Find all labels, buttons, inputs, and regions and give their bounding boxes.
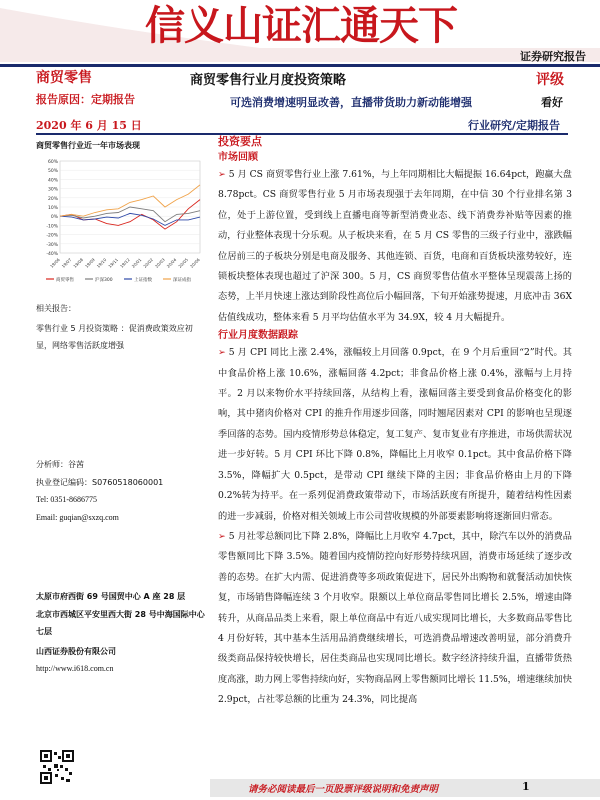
page-number: 1 [522, 780, 530, 793]
report-title: 商贸零售行业月度投资策略 [190, 73, 347, 88]
chart-x-tick-label: 19/11 [107, 257, 120, 269]
paragraph-text: 5 月 CS 商贸零售行业上涨 7.61%，与上年同期相比大幅提振 16.64pct，跑赢大盘 8.78pct。CS 商贸零售行业 5 月市场表现强于去年同期，在中信 30 个行业排名第 3 位，处于上游位置，受到线上直播电商等新型消费业态、线下消费券补贴等因素的推动，行业整体表现十分乐观。从子板块来看，在 5 月 CS 零售的三级子行业中，涨跌幅位居前三的子板块分别是电商及服务、其他连锁、百货，电商和百货板块涨势较好，连锁板块整体表现也超过了沪深 300。5 月，CS 商贸零售估值水平整体呈现震荡上扬的态势，上半月快速上涨达到阶段性高位后小幅回落，下旬开始涨势提速，月底冲击 36X 估值线成功，整体来看 5 月平均估值水平为 34.9X，较 4 月大幅提升。 [218, 169, 572, 323]
chart-x-tick-label: 19/07 [60, 257, 73, 269]
section-title-key-points: 投资要点 [218, 135, 262, 148]
chart-y-tick-label: -10% [46, 224, 58, 230]
chart-series-line [60, 185, 200, 216]
subsection-market-review: 市场回顾 [218, 152, 258, 163]
bullet-arrow-icon: ➢ [218, 530, 226, 542]
chart-title: 商贸零售行业近一年市场表现 [36, 141, 140, 150]
chart-legend [46, 276, 191, 283]
chart-legend-label: 深证成指 [173, 278, 191, 283]
chart-y-tick-label: 10% [47, 206, 58, 211]
industry-label: 商贸零售 [36, 70, 92, 86]
related-report-link[interactable]: 零售行业 5 月投资策略 ：促消费政策效应初显，网络零售活跃度增强 [36, 324, 193, 350]
company-website[interactable]: http://www.i618.com.cn [36, 664, 114, 673]
chart-x-tick-label: 19/09 [84, 257, 96, 269]
chart-y-tick-label: -30% [46, 242, 58, 248]
address-beijing: 北京市西城区平安里西大街 28 号中海国际中心七层 [36, 610, 205, 636]
chart-y-tick-label: 40% [47, 178, 58, 184]
rating-value: 看好 [541, 96, 563, 109]
chart-y-tick-label: -40% [46, 252, 58, 257]
chart-x-tick-label: 20/01 [130, 257, 143, 269]
chart-x-tick-label: 19/10 [95, 257, 108, 269]
analyst-email[interactable]: Email: guqian@sxzq.com [36, 513, 119, 522]
chart-y-tick-label: -20% [46, 233, 58, 239]
paragraph-cpi [218, 343, 572, 527]
chart-x-tick-label: 20/02 [142, 257, 155, 269]
chart-x-tick-label: 20/05 [177, 257, 190, 269]
chart-y-tick-label: 50% [47, 169, 58, 175]
address-taiyuan: 太原市府西街 69 号国贸中心 A 座 28 层 [36, 592, 186, 601]
chart-y-tick-label: 60% [47, 160, 58, 165]
report-reason: 报告原因：定期报告 [36, 93, 135, 106]
qr-code-icon [40, 750, 74, 784]
main-content [218, 134, 572, 711]
chart-x-tick-label: 20/03 [154, 257, 166, 269]
bullet-arrow-icon: ➢ [218, 169, 226, 180]
chart-x-ticks [49, 257, 201, 269]
brand-slogan: 信义山证汇通天下 [145, 2, 457, 49]
chart-x-tick-label: 20/04 [165, 257, 178, 269]
report-subtitle: 可选消费增速明显改善，直播带货助力新动能增强 [230, 96, 472, 109]
subsection-monthly-data: 行业月度数据跟踪 [218, 330, 298, 342]
chart-legend-label: 沪深300 [95, 278, 113, 283]
market-performance-chart [36, 155, 204, 285]
related-reports-title: 相关报告： [36, 304, 76, 313]
chart-y-tick-label: 30% [47, 187, 58, 193]
chart-x-tick-label: 20/06 [189, 257, 201, 269]
analyst-tel: Tel: 0351-8686775 [36, 495, 97, 504]
chart-legend-label: 上证指数 [134, 278, 152, 283]
chart-y-ticks [46, 159, 58, 257]
analyst-name: 分析师：谷茜 [36, 460, 84, 469]
chart-y-tick-label: 20% [47, 196, 58, 202]
paragraph-market-review [218, 165, 572, 328]
report-type: 证券研究报告 [520, 50, 586, 63]
chart-y-tick-label: 0% [50, 215, 58, 221]
chart-x-tick-label: 19/06 [49, 257, 61, 269]
rating-label: 评级 [536, 72, 564, 88]
chart-x-tick-label: 19/08 [72, 257, 85, 269]
paragraph-text: 5 月 CPI 同比上涨 2.4%，涨幅较上月回落 0.9pct，在 9 个月后重回“2”时代。其中食品价格上涨 10.6%，涨幅回落 4.2pct；非食品价格上涨 0.4%，涨幅与上月持平。2 月以来物价水平持续回落，从结构上看，涨幅回落主要受到食品价格变化的影响，其中猪肉价格对 CPI 的推升作用逐步回落，同时翘尾因素对 CPI 的影响也呈现逐季回落的态势。国内疫情形势总体稳定，复工复产、复市复业有序推进，市场供需状况进一步好转。5 月 CPI 环比下降 0.8%，降幅比上月收窄 0.1pct。其中食品价格下降 3.5%，降幅扩大 0.5pct，是带动 CPI 继续下降的主因；非食品价格由上月的下降 0.2%转为持平。在一系列促消费政策带动下，市场活跃度有所提升，随着结构性因素的进一步减弱，价格对相关领域上市公司营收规模的外部要素影响将逐渐回归常态。 [218, 347, 572, 522]
company-name: 山西证券股份有限公司 [36, 647, 116, 656]
chart-legend-label: 商贸零售 [56, 278, 74, 283]
paragraph-text: 5 月社零总额同比下降 2.8%，降幅比上月收窄 4.7pct，其中，除汽车以外的消费品零售额同比下降 3.5%。随着国内疫情防控向好形势持续巩固，消费市场延续了逐步改善的态势。在扩大内需、促进消费等多项政策促进下，居民外出购物和就餐活动加快恢复，市场销售降幅连续 3 个月收窄。限额以上单位商品零售同比增长 2.5%，增速由降转升，从商品品类上来看，限上单位商品中有近八成实现同比增长，大多数商品零售比 4 月份好转，其中基本生活用品消费继续增长，可选消费品增速改善明显，部分消费升级类商品保持较快增长，居住类商品也实现同比增长。数字经济持续升温，直播带货热度高涨，助力网上零售持续向好，实物商品网上零售额同比增长 11.5%，增速继续加快 2.9pct，占社零总额的比重为 24.3%，同比提高 [218, 530, 572, 706]
report-category: 行业研究/定期报告 [468, 119, 561, 132]
chart-x-tick-label: 19/12 [119, 257, 131, 269]
bullet-arrow-icon: ➢ [218, 347, 226, 359]
analyst-cert: 执业登记编码：S0760518060001 [36, 478, 164, 487]
report-date: 2020 年 6 月 15 日 [36, 119, 142, 132]
paragraph-retail-sales [218, 527, 572, 711]
footer-disclaimer[interactable]: 请务必阅读最后一页股票评级说明和免责声明 [248, 784, 439, 795]
